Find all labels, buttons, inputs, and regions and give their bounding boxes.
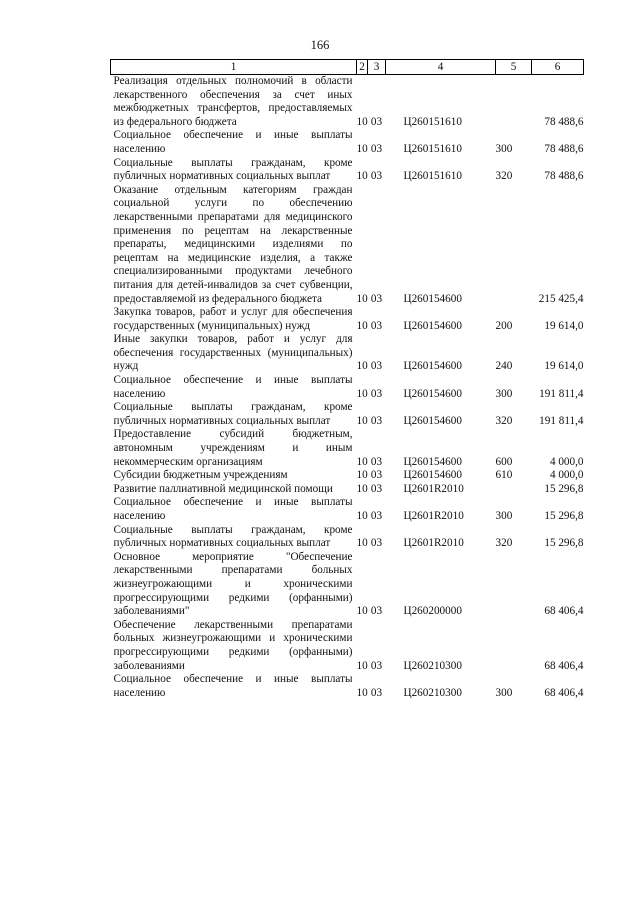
header-col-2: 2 — [357, 60, 368, 75]
row-target-code: Ц260210300 — [403, 686, 462, 699]
row-amount: 78 488,6 — [544, 142, 584, 155]
table-row — [111, 75, 584, 130]
row-target-code: Ц260154600 — [403, 414, 462, 427]
row-amount: 78 488,6 — [544, 170, 584, 183]
table-row — [111, 469, 584, 483]
row-name: Социальное обеспечение и иные выплаты населению — [113, 496, 353, 522]
row-target-code: Ц260154600 — [403, 455, 462, 468]
row-target-code: Ц260154600 — [403, 387, 462, 400]
row-target-code: Ц260151610 — [403, 115, 462, 128]
row-name: Развитие паллиативной медицинской помощи — [113, 482, 333, 495]
row-expense-type — [496, 619, 532, 673]
page-number: 166 — [310, 38, 330, 52]
row-section: 10 — [356, 482, 368, 495]
table-header-row — [111, 60, 584, 75]
table-row — [111, 129, 584, 156]
row-section: 10 — [356, 387, 368, 400]
row-subsection: 03 — [370, 115, 383, 128]
row-section: 10 — [356, 605, 368, 618]
row-subsection: 03 — [370, 170, 383, 183]
row-subsection: 03 — [370, 510, 383, 522]
row-subsection: 03 — [370, 455, 383, 468]
row-target-code: Ц2601R2010 — [403, 537, 464, 550]
row-target-code: Ц260154600 — [403, 292, 462, 305]
row-subsection: 03 — [370, 319, 383, 332]
budget-table — [110, 59, 584, 700]
row-subsection: 03 — [370, 482, 383, 495]
row-amount: 15 296,8 — [544, 537, 584, 550]
row-expense-type: 200 — [495, 319, 513, 332]
row-expense-type: 320 — [495, 414, 513, 427]
table-row — [111, 306, 584, 333]
header-col-6: 6 — [532, 60, 584, 75]
header-col-1: 1 — [111, 60, 357, 75]
row-expense-type — [496, 483, 532, 497]
row-name: Социальные выплаты гражданам, кроме публичных нормативных социальных выплат — [113, 401, 353, 427]
row-name: Субсидии бюджетным учреждениям — [113, 469, 288, 482]
row-expense-type: 240 — [495, 360, 513, 373]
row-section: 10 — [356, 170, 368, 183]
row-expense-type: 300 — [495, 387, 513, 400]
table-row — [111, 551, 584, 619]
row-amount: 78 488,6 — [544, 115, 584, 128]
header-col-4: 4 — [386, 60, 496, 75]
row-subsection: 03 — [370, 387, 383, 400]
row-amount: 19 614,0 — [544, 360, 584, 373]
row-amount: 15 296,8 — [544, 510, 584, 522]
row-target-code: Ц260200000 — [403, 605, 462, 618]
row-subsection: 03 — [370, 142, 383, 155]
row-amount: 215 425,4 — [538, 292, 584, 305]
table-row — [111, 496, 584, 523]
row-target-code: Ц260154600 — [403, 469, 462, 482]
row-amount: 4 000,0 — [549, 469, 584, 482]
row-name: Основное мероприятие "Обеспечение лекарственными препаратами больных жизнеугрожающими и хроническими прогрессирующими редкими (орфанными) заболеваниями" — [113, 550, 353, 618]
table-row — [111, 184, 584, 306]
row-target-code: Ц2601R2010 — [403, 510, 464, 522]
table-row — [111, 619, 584, 673]
row-amount: 68 406,4 — [544, 605, 584, 618]
row-name: Иные закупки товаров, работ и услуг для обеспечения государственных (муниципальных) нужд — [113, 333, 353, 373]
row-target-code: Ц260151610 — [403, 142, 462, 155]
row-section: 10 — [356, 142, 368, 155]
table-row — [111, 428, 584, 469]
row-subsection: 03 — [370, 414, 383, 427]
table-row — [111, 673, 584, 700]
row-expense-type — [496, 75, 532, 130]
row-section: 10 — [356, 360, 368, 373]
table-row — [111, 401, 584, 428]
row-name: Оказание отдельным категориям граждан социальной услуги по обеспечению лекарственными препаратами для медицинского применения по рецептам на лекарственные препараты, медицинскими изделиями по рецептам на медицинские изделия, а также специализированными продуктами лечебного питания для детей-инвалидов за счет субвенции, предоставляемой из федерального бюджета — [113, 183, 353, 305]
row-name: Социальное обеспечение и иные выплаты населению — [113, 374, 353, 400]
row-section: 10 — [356, 510, 368, 522]
row-section: 10 — [356, 455, 368, 468]
table-row — [111, 524, 584, 551]
row-section: 10 — [356, 537, 368, 550]
row-expense-type: 300 — [495, 142, 513, 155]
table-row — [111, 333, 584, 374]
row-section: 10 — [356, 659, 368, 672]
row-name: Социальные выплаты гражданам, кроме публичных нормативных социальных выплат — [113, 156, 353, 183]
table-row — [111, 157, 584, 184]
row-section: 10 — [356, 414, 368, 427]
row-subsection: 03 — [370, 292, 383, 305]
row-name: Обеспечение лекарственными препаратами больных жизнеугрожающими и хроническими прогрессирующими редкими (орфанными) заболеваниями — [113, 618, 353, 672]
row-expense-type — [496, 184, 532, 306]
row-name: Реализация отдельных полномочий в области лекарственного обеспечения за счет иных межбюджетных трансфертов, предоставляемых из федерального бюджета — [113, 75, 353, 128]
row-section: 10 — [356, 686, 368, 699]
row-amount: 19 614,0 — [544, 319, 584, 332]
row-section: 10 — [356, 292, 368, 305]
row-section: 10 — [356, 319, 368, 332]
row-expense-type: 610 — [495, 469, 513, 482]
row-amount: 68 406,4 — [544, 659, 584, 672]
row-amount: 191 811,4 — [539, 414, 584, 427]
row-target-code: Ц260154600 — [403, 360, 462, 373]
row-expense-type: 600 — [495, 455, 513, 468]
row-name: Социальные выплаты гражданам, кроме публичных нормативных социальных выплат — [113, 523, 353, 550]
header-col-3: 3 — [368, 60, 386, 75]
row-amount: 191 811,4 — [539, 387, 584, 400]
row-name: Социальное обеспечение и иные выплаты населению — [113, 673, 353, 699]
row-expense-type: 300 — [495, 686, 513, 699]
table-row — [111, 374, 584, 401]
row-expense-type: 300 — [495, 510, 513, 522]
row-expense-type — [496, 551, 532, 619]
row-subsection: 03 — [370, 605, 383, 618]
row-subsection: 03 — [370, 469, 383, 482]
row-amount: 68 406,4 — [544, 686, 584, 699]
row-name: Закупка товаров, работ и услуг для обеспечения государственных (муниципальных) нужд — [113, 306, 353, 332]
row-target-code: Ц2601R2010 — [403, 482, 464, 495]
row-subsection: 03 — [370, 686, 383, 699]
row-target-code: Ц260210300 — [403, 659, 462, 672]
row-subsection: 03 — [370, 659, 383, 672]
row-section: 10 — [356, 115, 368, 128]
row-amount: 15 296,8 — [544, 482, 584, 495]
row-expense-type: 320 — [495, 537, 513, 550]
row-target-code: Ц260154600 — [403, 319, 462, 332]
header-col-5: 5 — [496, 60, 532, 75]
row-name: Предоставление субсидий бюджетным, автономным учреждениям и иным некоммерческим организациям — [113, 428, 353, 468]
row-subsection: 03 — [370, 360, 383, 373]
row-subsection: 03 — [370, 537, 383, 550]
row-expense-type: 320 — [495, 170, 513, 183]
row-section: 10 — [356, 469, 368, 482]
table-row — [111, 483, 584, 497]
row-name: Социальное обеспечение и иные выплаты населению — [113, 129, 353, 155]
row-amount: 4 000,0 — [549, 455, 584, 468]
row-target-code: Ц260151610 — [403, 170, 462, 183]
